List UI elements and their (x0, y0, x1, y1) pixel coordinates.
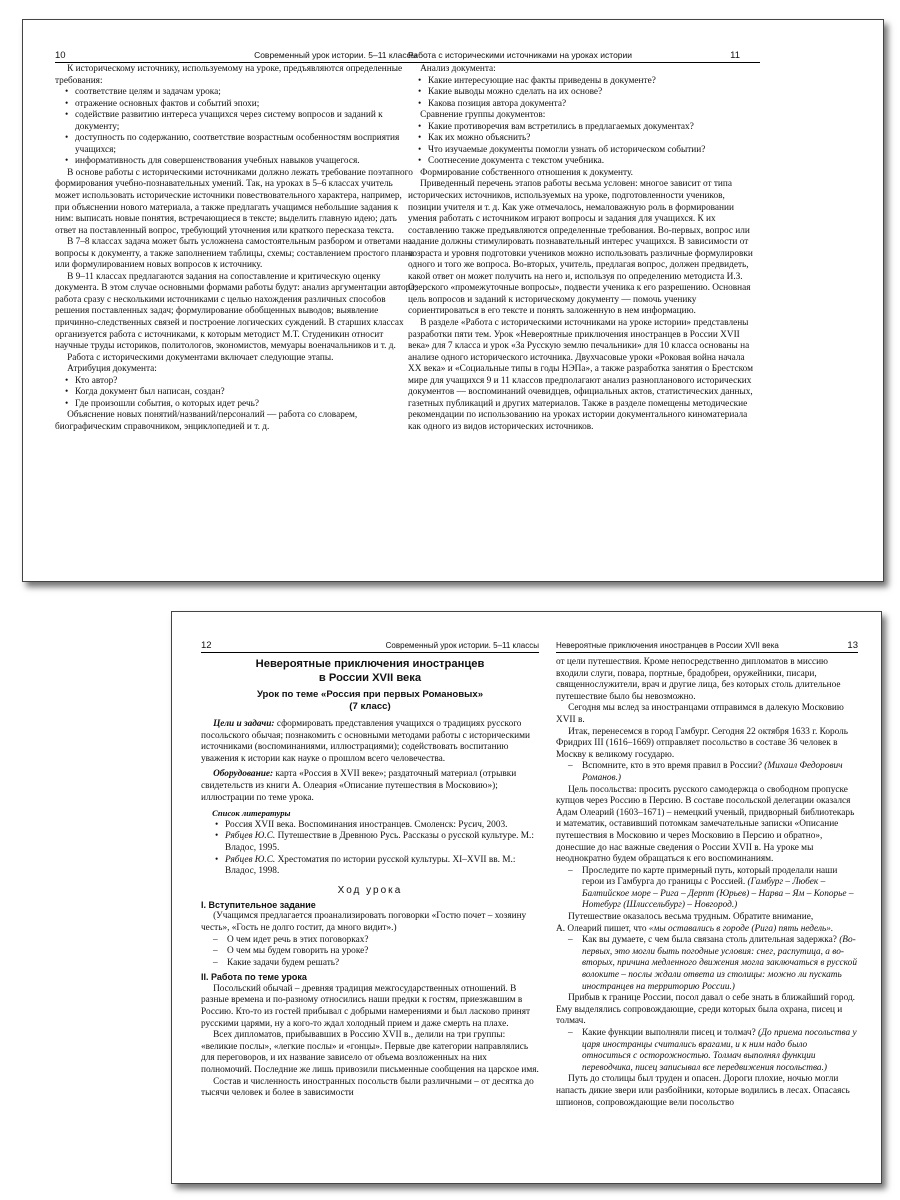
lesson-title-line: в России XVII века (318, 672, 422, 684)
literature-list (201, 820, 539, 878)
page-number: 10 (55, 50, 66, 61)
list-item: • Какова позиция автора документа? (414, 99, 760, 111)
quote-text: «мы оставались в городе (Рига) пять недель». (648, 923, 834, 934)
question (556, 761, 858, 784)
question (556, 935, 858, 993)
literature-text: Путешествие в Древнюю Русь. Рассказы о русской культуре. М.: Владос, 1995. (225, 831, 534, 853)
page-header (55, 42, 417, 63)
list-item: • Что изучаемые документы помогли узнать об историческом событии? (414, 145, 760, 157)
page-11 (408, 20, 760, 581)
list-item: • соответствие целям и задачам урока; (61, 87, 417, 99)
paragraph: В основе работы с историческими источниками должно лежать требование поэтапного формирования учебно-познавательных умений. Так, на уроках в 5–6 классах учитель может использовать исторические источники повествовательного характера, например, при объяснении нового материала, а также предлагать учащимся небольшие задания к ним: выписать новые понятия, встречающиеся в тексте; выделить главную идею; дать ответ на поставленный вопрос, требующий уточнения или краткого пересказа текста. (55, 167, 413, 236)
question: – О чем идет речь в этих поговорках? (201, 935, 539, 947)
paragraph: Цель посольства: просить русского самодержца о свободном пропуске купцов через Россию в Персию. В составе посольской делегации оказался Адам Олеарий (1603–1671) – немецкий ученый, придворный библиотекарь и математик, оставивший потомкам замечательные записки «Описание путешествия в Московию и через Московию в Персию и обратно», донесшие до нас важные сведения о России XVII в. На уроке мы неоднократно будем обращаться к его воспоминаниям. (556, 784, 855, 865)
paragraph: Путешествие оказалось весьма трудным. Обратите внимание, (568, 912, 814, 923)
analysis-title: Анализ документа: (420, 64, 496, 74)
list-item: • содействие развитию интереса учащихся через систему вопросов и заданий к документу; (61, 110, 417, 133)
paragraph: Прибыв к границе России, посол давал о себе знать в ближайший город. Ему выделялись сопровождающие, среди которых была охрана, писец и толмач. (556, 993, 856, 1027)
goals-paragraph (201, 719, 539, 765)
answer-text: (Гамбург – Любек – Балтийское море – Рига – Дерпт (Юрьев) – Нарва – Ям – Копорье – Нотебург (Шлиссельбург) – Новгород.) (582, 877, 854, 911)
equipment-text: карта «Россия в XVII веке»; раздаточный материал (отрывки свидетельств из книги А. Олеария «Описание путешествия в Московию»); иллюстрации по теме урока. (201, 769, 517, 803)
question-text: Как вы думаете, с чем была связана столь длительная задержка? (582, 935, 840, 946)
list-item: • Какие выводы можно сделать на их основе? (414, 87, 760, 99)
goals-text: сформировать представления учащихся о традициях русского посольского обычая; познакомить с основными методами работы с историческими источниками (воспоминаниями, иллюстрациями); содействовать воспитанию уважения к истории как науке о прошлом всего человечества. (201, 719, 530, 764)
literature-item (211, 831, 539, 854)
question (556, 1028, 858, 1074)
page-13 (556, 612, 858, 1183)
paragraph: Путь до столицы был труден и опасен. Дороги плохие, ночью могли напасть дикие звери или разбойники, которые водились в лесах. Опасаясь шпионов, сопровождающие вели посольство (556, 1074, 850, 1108)
paragraph: Приведенный перечень этапов работы весьма условен: многое зависит от типа исторических источников, используемых на уроке, подготовленности учеников, позиции учителя и т. д. Как уже отмечалось, немаловажную роль в формировании умения работать с источником играют вопросы и задания для учащихся. К их составлению также предъявляются определенные требования. Во-первых, вопрос или задание должны стимулировать познавательный интерес учащихся. В зависимости от возраста и уровня подготовки учеников можно использовать различные формулировки одного и того же вопроса. Во-вторых, учитель, предлагая вопрос, должен предвидеть, какой ответ он может получить на него и, используя по определению методиста И.З. Озерского «промежуточные вопросы», подвести ученика к его разрешению. Основная цель вопросов и заданий к историческому документу — помочь ученику сориентироваться в его тексте и понять заложенную в нем информацию. (408, 179, 753, 317)
page-number: 13 (847, 640, 858, 651)
list-item: • отражение основных фактов и событий эпохи; (61, 99, 417, 111)
requirements-list (55, 87, 417, 168)
page-number: 11 (730, 50, 740, 61)
bottom-spread (171, 611, 882, 1184)
question-text: Проследите по карте примерный путь, который проделали наши герои из Гамбурга до границы с Россией. (582, 865, 838, 888)
paragraph: Состав и численность иностранных посольств были различными – от десятка до тысячи человек и более в зависимости (201, 1076, 534, 1099)
lesson-subtitle (201, 689, 539, 713)
paragraph (556, 924, 858, 936)
paragraph: В 7–8 классах задача может быть усложнена самостоятельным разбором и ответами на вопросы к документу, а также заполнением таблицы, схемы; составлением простого плана или формулированием новых вопросов к источнику. (55, 237, 415, 271)
page-10 (55, 20, 417, 581)
paragraph: В разделе «Работа с историческими источниками на уроке истории» представлены разработки пяти тем. Урок «Невероятные приключения иностранцев в России XVII века» для 7 класса и урок «За Русскую землю печальники» для 10 класса основаны на анализе одного исторического источника. Двухчасовые уроки «Роковая война начала XX века» и «Социальные типы в годы НЭПа», а также разработка занятия о Брестском мире для учащихся 9 и 11 классов предполагают анализ разнопланового исторических документов — воспоминаний очевидцев, официальных актов, статистических данных, газетных публикаций и других материалов. Также в разделе помещены методические рекомендации по использованию на уроках истории документального киноматериала как одного из видов исторических источников. (408, 318, 753, 432)
paragraph-lead: А. Олеарий пишет, что (556, 923, 649, 934)
list-item: • Когда документ был написан, создан? (61, 387, 417, 399)
section-heading: I. Вступительное задание (201, 899, 316, 910)
course-title: Ход урока (337, 884, 403, 896)
paragraph: Сегодня мы вслед за иностранцами отправимся в далекую Московию XVII в. (556, 703, 844, 725)
question: – О чем мы будем говорить на уроке? (201, 946, 539, 958)
running-head: Современный урок истории. 5–11 классы (385, 641, 539, 650)
top-spread (22, 19, 884, 582)
page-header (556, 634, 858, 653)
goals-label: Цели и задачи: (213, 719, 275, 729)
question-text: Вспомните, кто в это время правил в России? (582, 761, 765, 772)
question-text: Какие функции выполняли писец и толмач? (582, 1028, 759, 1038)
literature-title: Список литературы (212, 808, 291, 819)
literature-author: Рябцев Ю.С. (225, 854, 276, 865)
compare-title: Сравнение группы документов: (420, 110, 546, 121)
page-body (201, 657, 539, 1100)
paragraph: Итак, перенесемся в город Гамбург. Сегодня 22 октября 1633 г. Король Фридрих III (1616–1669) отправляет посольство в составе 36 человек в Москву к великому государю. (556, 726, 849, 760)
section-heading: II. Работа по теме урока (201, 972, 307, 983)
attribution-title: Атрибуция документа: (67, 364, 157, 375)
page-header (201, 634, 539, 653)
paragraph: Работа с историческими документами включает следующие этапы. (67, 352, 334, 363)
compare-list (408, 122, 760, 168)
literature-text: Россия XVII века. Воспоминания иностранцев. Смоленск: Русич, 2003. (225, 819, 508, 830)
page-body (556, 657, 858, 1109)
equipment-paragraph (201, 769, 539, 804)
equipment-label: Оборудование: (213, 769, 274, 780)
literature-item (211, 855, 539, 878)
lesson-subtitle-line: (7 класс) (349, 701, 391, 712)
literature-text: Хрестоматия по истории русской культуры. XI–XVII вв. М.: Владос, 1998. (225, 854, 516, 877)
lesson-title-line: Невероятные приключения иностранцев (255, 658, 485, 670)
lesson-subtitle-line: Урок по теме «Россия при первых Романовых» (256, 689, 484, 700)
running-head: Невероятные приключения иностранцев в России XVII века (556, 641, 779, 650)
answer-text: (Во-первых, это могли быть погодные условия: снег, распутица, а во-вторых, причина медленного движения могла заключаться в русской волоките – послы ждали ответа из столицы: можно ли пускать иностранцев на территорию России.) (582, 935, 857, 992)
list-item: • Где произошли события, о которых идет речь? (61, 399, 417, 411)
paragraph: Посольский обычай – древняя традиция межгосударственных отношений. В разные времена и по-разному относились наши предки к гостям, приезжавшим в Россию. Кто-то из гостей прибывал с добрыми намерениями и был ласково принят русскими царями, ну а кого-то ждал холодный прием и даже смерть на плахе. (201, 983, 531, 1029)
page-header (408, 42, 760, 63)
list-item: • Кто автор? (61, 376, 417, 388)
list-item: • Какие противоречия вам встретились в предлагаемых документах? (414, 122, 760, 134)
answer-text: (До приема посольства у царя иностранцы считались врагами, и к ним надо было относиться с осторожностью. Толмач выполнял функции переводчика, писец записывал все передвижения посольства.) (582, 1028, 857, 1073)
attribution-list (55, 376, 417, 411)
page-body (55, 64, 417, 434)
running-head: Работа с историческими источниками на уроках истории (408, 50, 633, 60)
lesson-title (201, 657, 539, 685)
paragraph: (Учащимся предлагается проанализировать поговорки «Гостю почет – хозяину честь», «Гость не долго гостит, да много видит».) (201, 911, 527, 933)
page-body (408, 64, 760, 434)
list-item: • информативность для совершенствования учебных навыков учащегося. (61, 156, 417, 168)
analysis-list (408, 76, 760, 111)
paragraph: Всех дипломатов, прибывавших в Россию XVII в., делили на три группы: «великие послы», «легкие послы» и «гонцы». Первые две категории направлялись для переговоров, и их название зависело от объема возложенных на них полномочий. Последние же лишь привозили письменные сообщения на царское имя. (201, 1030, 539, 1076)
paragraph: Объяснение новых понятий/названий/персоналий — работа со словарем, биографическим справочником, энциклопедией и т. д. (55, 410, 358, 432)
page-12 (201, 612, 539, 1183)
paragraph: Формирование собственного отношения к документу. (420, 167, 633, 178)
literature-item (211, 820, 539, 832)
list-item: • Какие интересующие нас факты приведены в документе? (414, 76, 760, 88)
literature-author: Рябцев Ю.С. (225, 831, 276, 842)
paragraph: В 9–11 классах предлагаются задания на сопоставление и критическую оценку документа. В этом случае основными формами работы будут: анализ аргументации автора; работа сразу с несколькими источниками с целью нахождения различных способов решения поставленных задач; формулирование обобщенных выводов; выявление причинно-следственных связей и построение логических суждений. В старших классах организуется работа с источниками, к которым методист М.Т. Студеникин относит научные труды историков, политологов, экономистов, мемуары военачальников и т. д. (55, 271, 418, 352)
page-number: 12 (201, 640, 212, 651)
question (556, 866, 858, 912)
running-head: Современный урок истории. 5–11 классы (254, 50, 417, 60)
question: – Какие задачи будем решать? (201, 958, 539, 970)
list-item: • Как их можно объяснить? (414, 133, 760, 145)
answer-text: (Михаил Федорович Романов.) (582, 761, 843, 783)
list-item: • Соотнесение документа с текстом учебника. (414, 156, 760, 168)
paragraph: от цели путешествия. Кроме непосредственно дипломатов в миссию входили слуги, повара, портные, брадобреи, оружейники, писари, священнослужители, врач и другие лица, без которых столь длительное путешествие было бы невозможно. (556, 657, 841, 702)
paragraph: К историческому источнику, используемому на уроке, предъявляются определенные требования: (55, 64, 403, 86)
list-item: • доступность по содержанию, соответствие возрастным особенностям восприятия учащихся; (61, 133, 417, 156)
